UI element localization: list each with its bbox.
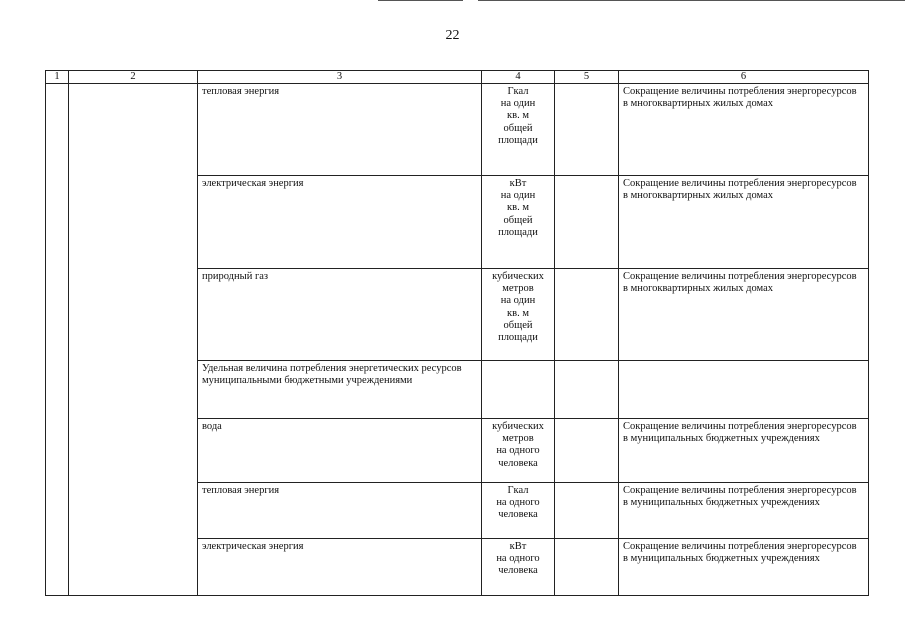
column-number: 3: [198, 71, 482, 84]
column-number: 4: [482, 71, 555, 84]
unit-text: Гкал на один кв. м общей площади: [498, 86, 538, 146]
unit-text: кВт на одного человека: [496, 541, 540, 577]
unit-cell: [482, 84, 555, 176]
unit-cell: [482, 269, 555, 361]
target-cell: [555, 84, 619, 176]
indicator-name: Удельная величина потребления энергетических ресурсов муниципальными бюджетными учреждениями: [198, 361, 482, 419]
column-number: 5: [555, 71, 619, 84]
col2-cell: [69, 84, 198, 596]
indicator-name: тепловая энергия: [198, 84, 482, 176]
unit-text: кубических метров на одного человека: [492, 421, 544, 469]
target-cell: [555, 176, 619, 269]
result-cell: Сокращение величины потребления энергоресурсов в муниципальных бюджетных учреждениях: [619, 419, 869, 483]
target-cell: [555, 269, 619, 361]
page-number: 22: [445, 28, 460, 43]
target-cell: [555, 483, 619, 539]
column-number: 6: [619, 71, 869, 84]
unit-cell: [482, 539, 555, 596]
column-number: 2: [69, 71, 198, 84]
indicator-name: тепловая энергия: [198, 483, 482, 539]
indicator-name: природный газ: [198, 269, 482, 361]
result-cell: Сокращение величины потребления энергоресурсов в многоквартирных жилых домах: [619, 176, 869, 269]
target-cell: [555, 361, 619, 419]
table-row: [46, 84, 869, 176]
unit-text: кубических метров на один кв. м общей площади: [492, 271, 544, 344]
indicators-table: [45, 70, 869, 596]
unit-text: кВт на один кв. м общей площади: [498, 178, 538, 238]
result-cell: [619, 361, 869, 419]
unit-text: Гкал на одного человека: [496, 485, 540, 521]
unit-cell: [482, 361, 555, 419]
column-numbers-row: [46, 71, 869, 84]
top-edge-line: [378, 0, 463, 1]
target-cell: [555, 419, 619, 483]
indicator-name: вода: [198, 419, 482, 483]
result-cell: Сокращение величины потребления энергоресурсов в многоквартирных жилых домах: [619, 84, 869, 176]
target-cell: [555, 539, 619, 596]
result-cell: Сокращение величины потребления энергоресурсов в муниципальных бюджетных учреждениях: [619, 539, 869, 596]
result-cell: Сокращение величины потребления энергоресурсов в многоквартирных жилых домах: [619, 269, 869, 361]
result-cell: Сокращение величины потребления энергоресурсов в муниципальных бюджетных учреждениях: [619, 483, 869, 539]
unit-cell: [482, 483, 555, 539]
unit-cell: [482, 176, 555, 269]
unit-cell: [482, 419, 555, 483]
indicator-name: электрическая энергия: [198, 176, 482, 269]
top-edge-line: [478, 0, 905, 1]
col1-cell: [46, 84, 69, 596]
indicator-name: электрическая энергия: [198, 539, 482, 596]
column-number: 1: [46, 71, 69, 84]
